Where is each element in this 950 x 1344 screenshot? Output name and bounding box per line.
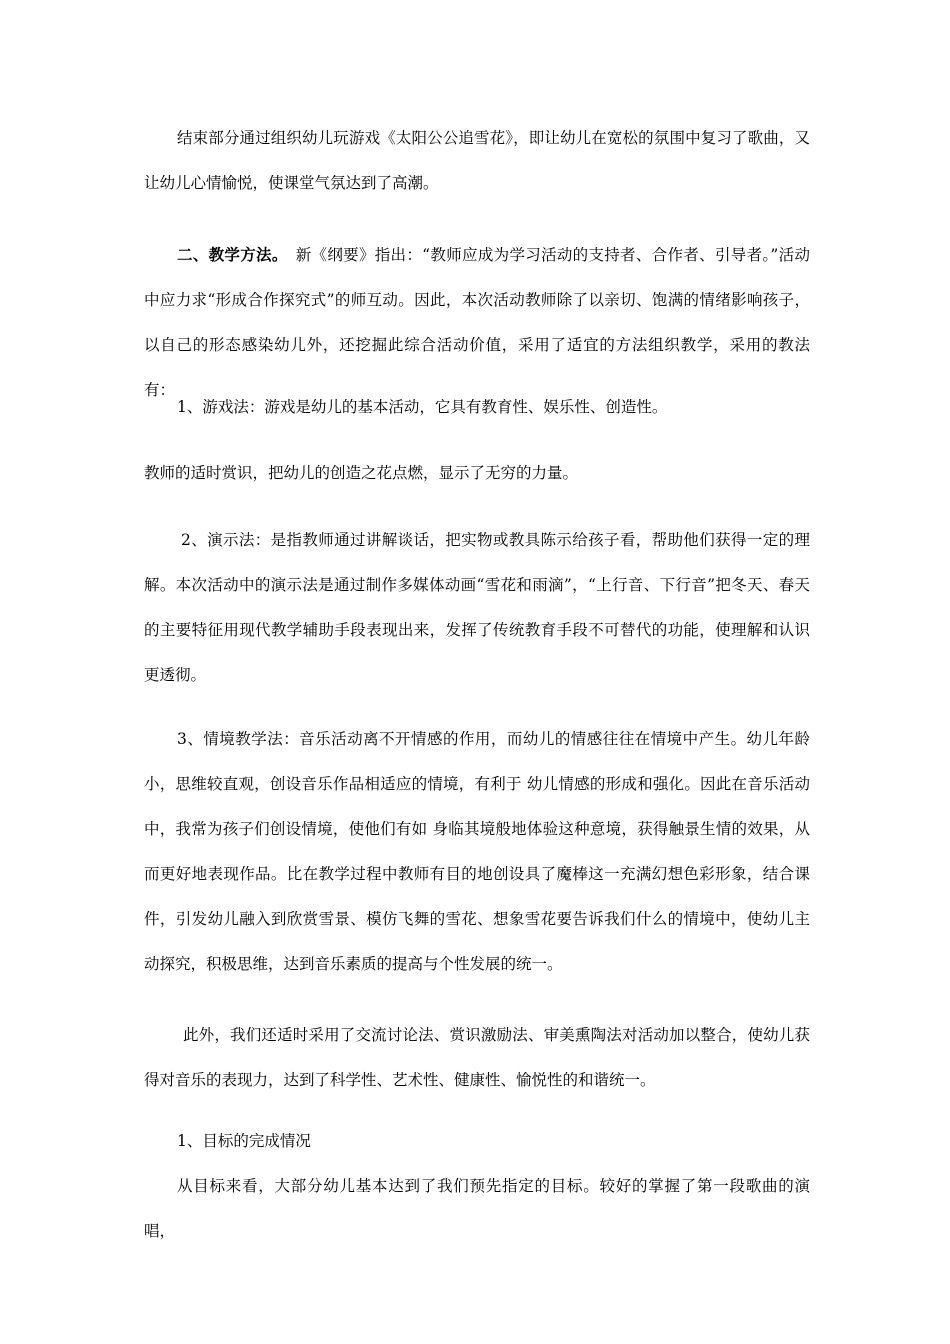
paragraph-game-method: 1、游戏法：游戏是幼儿的基本活动，它具有教育性、娱乐性、创造性。 — [177, 398, 668, 416]
section-body: 新《纲要》指出：“教师应成为学习活动的支持者、合作者、引导者。”活动中应力求“形成合作探究式”的师互动。因此，本次活动教师除了以亲切、饱满的情绪影响孩子，以自己的形态感染幼儿外，还挖掘此综合活动价值，采用了适宜的方法组织教学，采用的教法有： — [144, 246, 810, 399]
paragraph-goal-completion: 从目标来看，大部分幼儿基本达到了我们预先指定的目标。较好的掌握了第一段歌曲的演唱， — [144, 1177, 810, 1240]
paragraph-situational-method: 3、情境教学法：音乐活动离不开情感的作用，而幼儿的情感往往在情境中产生。幼儿年龄小，思维较直观，创设音乐作品相适应的情境，有利于 幼儿情感的形成和强化。因此在音乐活动中，我常为孩子们创设情境，使他们有如 身临其境般地体验这种意境，获得触景生情的效果，从而更好地表现作品。比在教学过程中教师有目的地创设具了魔棒这一充满幻想色彩形象，结合课件，引发幼儿融入到欣赏雪景、模仿飞舞的雪花、想象雪花要告诉我们什么的情境中，使幼儿主动探究，积极思维，达到音乐素质的提高与个性发展的统一。 — [144, 730, 810, 973]
paragraph-goal-completion-heading: 1、目标的完成情况 — [177, 1132, 311, 1150]
section-heading: 二、教学方法。 — [177, 245, 280, 264]
paragraph-teacher-appreciation: 教师的适时赏识，把幼儿的创造之花点燃，显示了无穷的力量。 — [144, 464, 579, 482]
paragraph-demonstration-method: 2、演示法：是指教师通过讲解谈话，把实物或教具陈示给孩子看，帮助他们获得一定的理解。本次活动中的演示法是通过制作多媒体动画“雪花和雨滴”，“上行音、下行音”把冬天、春天的主要特征用现代教学辅助手段表现出来，发挥了传统教育手段不可替代的功能，使理解和认识更透彻。 — [144, 531, 810, 684]
paragraph-other-methods: 此外，我们还适时采用了交流讨论法、赏识激励法、审美熏陶法对活动加以整合，使幼儿获得对音乐的表现力，达到了科学性、艺术性、健康性、愉悦性的和谐统一。 — [144, 1026, 810, 1089]
paragraph-ending-game: 结束部分通过组织幼儿玩游戏《太阳公公追雪花》，即让幼儿在宽松的氛围中复习了歌曲，又让幼儿心情愉悦，使课堂气氛达到了高潮。 — [144, 129, 810, 192]
